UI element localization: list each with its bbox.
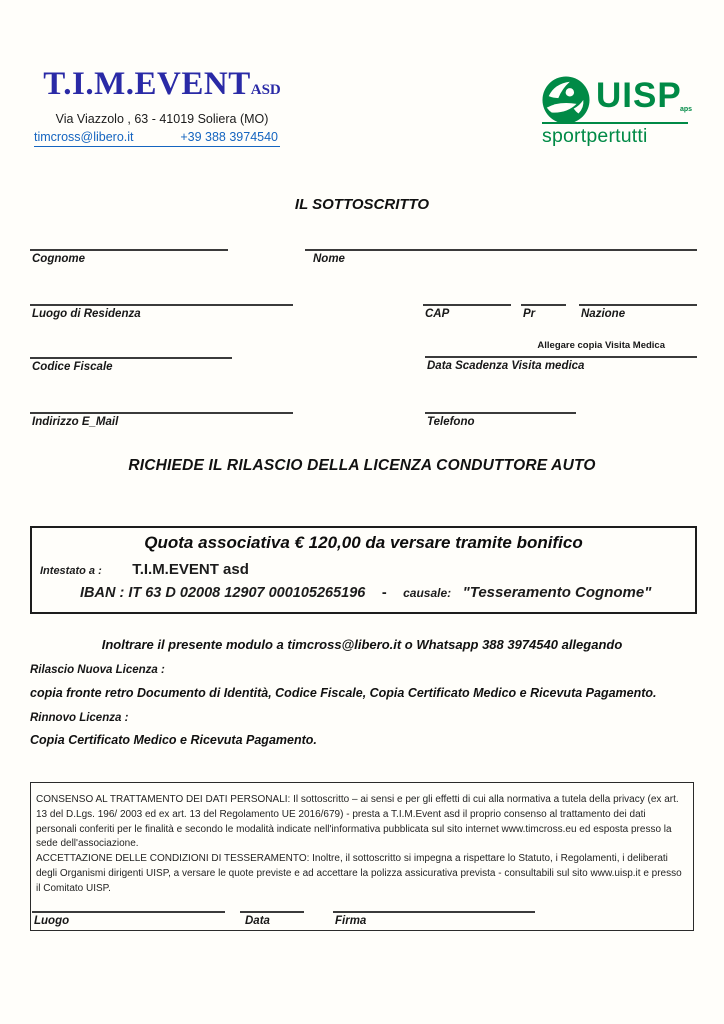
field-firma <box>333 911 535 927</box>
quota-title: Quota associativa € 120,00 da versare tramite bonifico <box>144 533 583 552</box>
field-luogo <box>32 911 225 927</box>
uisp-tagline: sportpertutti <box>542 125 648 147</box>
quota-box <box>30 526 697 614</box>
iban-value: IBAN : IT 63 D 02008 12907 000105265196 <box>80 585 366 601</box>
privacy-consent-text: CONSENSO AL TRATTAMENTO DEI DATI PERSONALI: Il sottoscritto – ai sensi e per gli effetti di cui alla normativa a tutela della privacy (ex art. 13 del D.Lgs. 196/ 2003 ed ex art. 13 del Regolamento UE 2016/679) - presta a T.I.M.Event asd il proprio consenso al trattamento dei dati personali conferiti per le finalità e secondo le modalità indicate nell'informativa pubblicata sul sito internet www.timcross.eu ed esposta presso la sede dell'associazione. <box>36 794 679 850</box>
new-license-text: copia fronte retro Documento di Identità, Codice Fiscale, Copia Certificato Medico e Ricevuta Pagamento. <box>30 686 657 700</box>
iban-row <box>80 584 651 602</box>
field-nazione <box>579 304 697 320</box>
email-link[interactable]: timcross@libero.it <box>34 130 134 144</box>
telefono-label: Telefono <box>427 416 475 428</box>
medical-copy-note: Allegare copia Visita Medica <box>537 340 665 351</box>
contact-links-underline <box>34 146 280 147</box>
field-email <box>30 412 293 428</box>
uisp-emblem-icon <box>542 76 590 124</box>
phone-link[interactable]: +39 388 3974540 <box>180 130 278 144</box>
nome-label: Nome <box>313 253 345 265</box>
uisp-name: UISP <box>596 76 682 115</box>
field-nome <box>305 249 697 265</box>
consent-box <box>30 782 694 931</box>
org-address: Via Viazzolo , 63 - 41019 Soliera (MO) <box>55 112 269 126</box>
pr-label: Pr <box>523 308 536 320</box>
field-data-scadenza <box>425 356 697 372</box>
request-heading: RICHIEDE IL RILASCIO DELLA LICENZA CONDUTTORE AUTO <box>128 457 596 474</box>
cognome-label: Cognome <box>32 253 86 265</box>
field-codice-fiscale <box>30 357 232 373</box>
nazione-label: Nazione <box>581 308 626 320</box>
payee-label: Intestato a : <box>40 565 102 577</box>
data-label: Data <box>245 915 270 927</box>
uisp-logo <box>540 72 693 147</box>
submit-instruction: Inoltrare il presente modulo a timcross@libero.it o Whatsapp 388 3974540 allegando <box>101 637 623 652</box>
codice-fiscale-label: Codice Fiscale <box>32 361 113 373</box>
new-license-label: Rilascio Nuova Licenza : <box>30 664 165 676</box>
uisp-rule <box>542 122 688 124</box>
field-pr <box>521 304 566 320</box>
causale-value: "Tesseramento Cognome" <box>462 584 652 601</box>
quota-payee-row <box>40 561 249 579</box>
email-label: Indirizzo E_Mail <box>32 416 119 428</box>
luogo-residenza-label: Luogo di Residenza <box>32 308 141 320</box>
luogo-label: Luogo <box>34 915 70 927</box>
field-luogo-residenza <box>30 304 293 320</box>
membership-acceptance-text: ACCETTAZIONE DELLE CONDIZIONI DI TESSERAMENTO: Inoltre, il sottoscritto si impegna a rispettare lo Statuto, i Regolamenti, i deliberati degli Organismi dirigenti UISP, a versare le quote previste e ad accettare la polizza assicurativa prevista - consultabili sul sito www.uisp.it e presso il Comitato UISP. <box>36 853 682 894</box>
tim-event-logo-suffix: ASD <box>250 82 281 98</box>
field-cognome <box>30 249 228 265</box>
subscriber-heading: IL SOTTOSCRITTO <box>294 196 430 213</box>
field-data <box>240 911 304 927</box>
field-cap <box>423 304 511 320</box>
renewal-text: Copia Certificato Medico e Ricevuta Pagamento. <box>30 733 317 747</box>
data-scadenza-label: Data Scadenza Visita medica <box>427 360 585 372</box>
iban-separator: - <box>381 585 387 601</box>
payee-value: T.I.M.EVENT asd <box>132 561 249 578</box>
uisp-aps-suffix: aps <box>680 106 693 113</box>
org-contact-links <box>34 130 278 144</box>
renewal-label: Rinnovo Licenza : <box>30 712 129 724</box>
tim-event-logo-text: T.I.M.EVENT <box>43 66 251 102</box>
tim-event-logo <box>42 66 282 103</box>
field-telefono <box>425 412 576 428</box>
firma-label: Firma <box>335 915 367 927</box>
cap-label: CAP <box>425 308 450 320</box>
causale-label: causale: <box>403 586 452 600</box>
